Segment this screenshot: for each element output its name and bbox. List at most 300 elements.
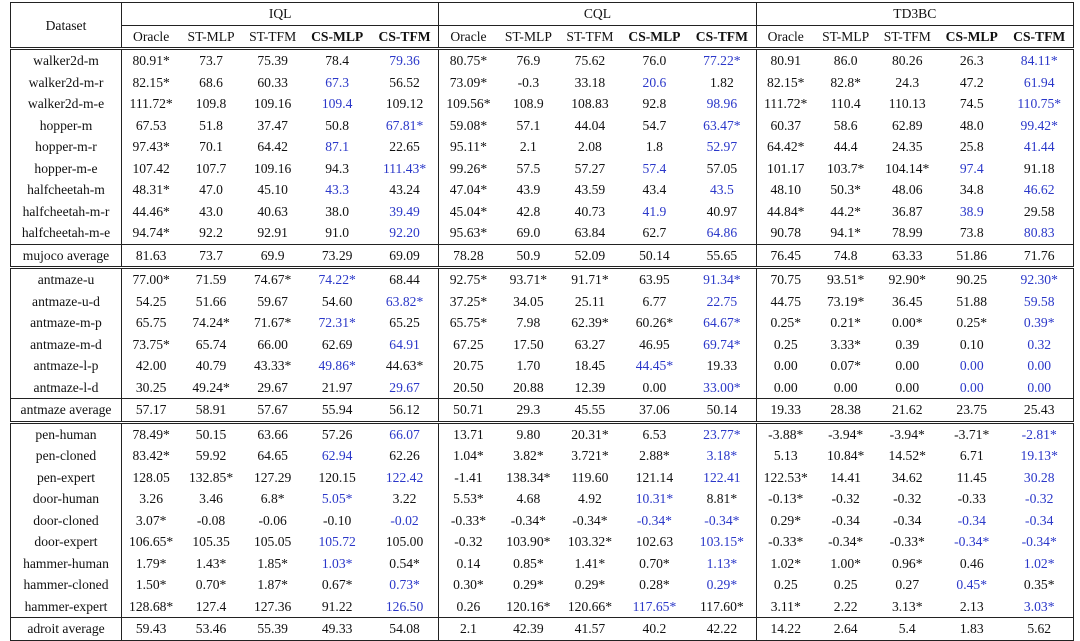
value-cell: 19.33 xyxy=(706,358,738,374)
value-cell: 56.52 xyxy=(389,74,420,90)
table-row xyxy=(11,179,1074,201)
value-cell: 60.37 xyxy=(756,115,815,137)
value-cell: 29.67 xyxy=(389,379,420,395)
method-header-cs-mlp: CS-MLP xyxy=(945,28,998,44)
value-cell: 57.26 xyxy=(303,422,370,445)
value-cell: 0.00 xyxy=(895,358,920,374)
value-cell: 93.71* xyxy=(498,268,560,291)
value-cell: 37.06 xyxy=(621,399,688,423)
value-cell: 72.31* xyxy=(318,315,356,331)
value-cell: 63.84 xyxy=(574,225,606,241)
value-cell: 34.8 xyxy=(959,182,984,198)
value-cell: 109.16 xyxy=(253,160,292,176)
table-row xyxy=(11,268,1074,291)
table-row xyxy=(11,467,1074,489)
value-cell: 18.45 xyxy=(574,358,606,374)
value-cell: 40.2 xyxy=(621,618,688,641)
value-cell: 64.67* xyxy=(703,315,741,331)
value-cell: 97.4 xyxy=(959,160,984,176)
dataset-name: walker2d-m-e xyxy=(27,96,105,112)
value-cell: -0.32 xyxy=(893,491,922,507)
dataset-name: mujoco average xyxy=(11,244,122,268)
dataset-name: door-human xyxy=(32,491,100,507)
value-cell: 13.71 xyxy=(439,422,498,445)
table-row xyxy=(11,136,1074,158)
dataset-name: antmaze-u xyxy=(11,268,122,291)
value-cell: 87.1 xyxy=(325,139,350,155)
value-cell: 17.50 xyxy=(513,336,544,352)
value-cell: 37.47 xyxy=(257,117,288,133)
dataset-name: hopper-m-e xyxy=(34,160,98,176)
value-cell: 21.97 xyxy=(321,379,353,395)
value-cell: 60.26* xyxy=(635,315,674,331)
value-cell: 111.72* xyxy=(122,93,181,115)
value-cell: 1.82 xyxy=(709,74,734,90)
value-cell: 92.91 xyxy=(257,225,288,241)
value-cell: 3.26 xyxy=(122,488,181,510)
value-cell: 75.39 xyxy=(242,49,304,72)
method-header-oracle: Oracle xyxy=(439,25,498,49)
value-cell: 80.91 xyxy=(756,49,815,72)
value-cell: 110.4 xyxy=(830,96,861,112)
value-cell: 78.99 xyxy=(891,225,923,241)
value-cell: 50.15 xyxy=(180,422,242,445)
method-header-st-mlp: ST-MLP xyxy=(187,28,235,44)
value-cell: 90.25 xyxy=(938,268,1005,291)
value-cell: 105.05 xyxy=(253,534,292,550)
value-cell: 50.14 xyxy=(688,399,756,423)
value-cell: 49.86* xyxy=(318,358,356,374)
value-cell: -0.32 xyxy=(439,531,498,553)
value-cell: 44.2* xyxy=(830,203,861,219)
value-cell: 57.4 xyxy=(642,160,667,176)
value-cell: 5.13 xyxy=(756,445,815,467)
value-cell: 0.21* xyxy=(830,315,861,331)
value-cell: 0.96* xyxy=(891,555,923,571)
value-cell: 0.27 xyxy=(895,577,920,593)
table-row xyxy=(11,422,1074,445)
value-cell: 0.85* xyxy=(513,555,544,571)
value-cell: 30.28 xyxy=(1023,469,1055,485)
value-cell: 2.13 xyxy=(959,598,984,614)
value-cell: 2.88* xyxy=(639,448,670,464)
value-cell: 82.15* xyxy=(122,72,181,94)
value-cell: 6.8* xyxy=(260,491,285,507)
value-cell: 29.58 xyxy=(1023,203,1055,219)
value-cell: 122.42 xyxy=(385,469,424,485)
value-cell: 65.74 xyxy=(195,336,227,352)
value-cell: 120.66* xyxy=(567,598,613,614)
value-cell: 78.4 xyxy=(303,49,370,72)
value-cell: 92.2 xyxy=(199,225,223,241)
value-cell: 76.0 xyxy=(621,49,688,72)
value-cell: 54.25 xyxy=(122,291,181,313)
value-cell: -0.34* xyxy=(636,512,672,528)
value-cell: -0.34* xyxy=(510,512,546,528)
value-cell: 73.7 xyxy=(180,244,242,268)
value-cell: 1.04* xyxy=(439,445,498,467)
value-cell: 49.24* xyxy=(192,379,230,395)
dataset-name: hammer-human xyxy=(23,555,109,571)
value-cell: 64.65 xyxy=(257,448,288,464)
value-cell: 25.11 xyxy=(574,293,605,309)
value-cell: 0.00 xyxy=(756,377,815,399)
results-body xyxy=(11,49,1074,641)
value-cell: 68.44 xyxy=(371,268,439,291)
value-cell: 22.75 xyxy=(706,293,738,309)
value-cell: 109.12 xyxy=(385,96,424,112)
value-cell: 48.10 xyxy=(756,179,815,201)
table-row xyxy=(11,201,1074,223)
value-cell: 127.36 xyxy=(253,598,292,614)
value-cell: 6.77 xyxy=(642,293,667,309)
value-cell: 48.0 xyxy=(959,117,984,133)
dataset-header: Dataset xyxy=(45,17,87,33)
value-cell: 59.92 xyxy=(195,448,227,464)
value-cell: 59.08* xyxy=(439,115,498,137)
value-cell: 77.00* xyxy=(122,268,181,291)
value-cell: 92.90* xyxy=(876,268,938,291)
value-cell: 0.29* xyxy=(513,577,544,593)
value-cell: 76.9 xyxy=(498,49,560,72)
value-cell: 117.65* xyxy=(632,598,677,614)
value-cell: 3.82* xyxy=(513,448,544,464)
table-row xyxy=(11,49,1074,72)
value-cell: 91.0 xyxy=(325,225,350,241)
value-cell: 41.44 xyxy=(1023,139,1055,155)
value-cell: 90.78 xyxy=(756,222,815,244)
value-cell: -0.34 xyxy=(1025,512,1054,528)
value-cell: -3.88* xyxy=(756,422,815,445)
average-row xyxy=(11,618,1074,641)
value-cell: 66.00 xyxy=(257,336,288,352)
method-header-oracle: Oracle xyxy=(756,25,815,49)
value-cell: 67.3 xyxy=(325,74,350,90)
value-cell: 81.63 xyxy=(122,244,181,268)
value-cell: 0.35* xyxy=(1023,577,1055,593)
value-cell: 1.03* xyxy=(321,555,353,571)
value-cell: 104.14* xyxy=(885,160,930,176)
value-cell: 43.24 xyxy=(389,182,420,198)
value-cell: 40.79 xyxy=(195,358,227,374)
value-cell: 1.02* xyxy=(1023,555,1055,571)
value-cell: 57.27 xyxy=(574,160,606,176)
value-cell: 20.31* xyxy=(559,422,621,445)
value-cell: 64.91 xyxy=(389,336,420,352)
value-cell: 0.25 xyxy=(756,334,815,356)
value-cell: 74.67* xyxy=(242,268,304,291)
value-cell: 3.721* xyxy=(571,448,609,464)
value-cell: 94.3 xyxy=(325,160,350,176)
value-cell: 105.35 xyxy=(192,534,230,550)
table-row xyxy=(11,334,1074,356)
value-cell: 110.75* xyxy=(1017,96,1062,112)
dataset-name: door-expert xyxy=(34,534,98,550)
value-cell: 73.75* xyxy=(122,334,181,356)
value-cell: 128.68* xyxy=(122,596,181,618)
value-cell: 47.0 xyxy=(199,182,223,198)
value-cell: 47.2 xyxy=(959,74,984,90)
value-cell: 22.65 xyxy=(389,139,420,155)
dataset-name: hammer-expert xyxy=(24,598,108,614)
value-cell: 109.8 xyxy=(195,96,227,112)
value-cell: 80.91* xyxy=(122,49,181,72)
value-cell: 2.1 xyxy=(439,618,498,641)
value-cell: 43.0 xyxy=(199,203,223,219)
value-cell: 44.75 xyxy=(756,291,815,313)
value-cell: 26.3 xyxy=(938,49,1005,72)
value-cell: 119.60 xyxy=(571,469,609,485)
value-cell: 38.9 xyxy=(959,203,984,219)
value-cell: 33.18 xyxy=(574,74,606,90)
value-cell: 73.19* xyxy=(826,293,865,309)
value-cell: 0.00 xyxy=(1027,358,1052,374)
value-cell: -0.34 xyxy=(893,512,922,528)
value-cell: 40.63 xyxy=(257,203,288,219)
value-cell: 1.8 xyxy=(645,139,663,155)
value-cell: 71.67* xyxy=(253,315,292,331)
dataset-name: hopper-m xyxy=(39,117,93,133)
value-cell: 1.02* xyxy=(756,553,815,575)
value-cell: -0.34 xyxy=(957,512,986,528)
value-cell: 98.96 xyxy=(706,96,738,112)
dataset-name: door-cloned xyxy=(33,512,99,528)
value-cell: -0.34* xyxy=(704,512,740,528)
value-cell: 86.0 xyxy=(815,49,877,72)
value-cell: 50.71 xyxy=(439,399,498,423)
value-cell: 91.18 xyxy=(1023,160,1055,176)
value-cell: 99.26* xyxy=(439,158,498,180)
value-cell: 46.95 xyxy=(639,336,670,352)
value-cell: 23.75 xyxy=(938,399,1005,423)
value-cell: 63.47* xyxy=(703,117,741,133)
value-cell: 74.8 xyxy=(815,244,877,268)
dataset-name: antmaze average xyxy=(11,399,122,423)
value-cell: 79.36 xyxy=(371,49,439,72)
value-cell: 1.70 xyxy=(516,358,541,374)
value-cell: 3.07* xyxy=(122,510,181,532)
value-cell: -0.33 xyxy=(957,491,986,507)
table-row xyxy=(11,596,1074,618)
value-cell: 54.7 xyxy=(642,117,667,133)
table-row xyxy=(11,72,1074,94)
value-cell: 82.15* xyxy=(756,72,815,94)
dataset-name: pen-expert xyxy=(36,469,96,485)
value-cell: 19.33 xyxy=(756,399,815,423)
value-cell: 138.34* xyxy=(506,469,551,485)
dataset-name: pen-cloned xyxy=(35,448,97,464)
value-cell: 67.81* xyxy=(385,117,424,133)
value-cell: 40.73 xyxy=(574,203,606,219)
value-cell: 91.22 xyxy=(321,598,353,614)
value-cell: 47.04* xyxy=(439,179,498,201)
value-cell: 59.58 xyxy=(1023,293,1055,309)
value-cell: -3.94* xyxy=(815,422,877,445)
value-cell: 0.29* xyxy=(706,577,738,593)
value-cell: 2.64 xyxy=(815,618,877,641)
value-cell: 1.13* xyxy=(706,555,738,571)
value-cell: 62.69 xyxy=(321,336,353,352)
value-cell: 54.08 xyxy=(371,618,439,641)
value-cell: 80.83 xyxy=(1023,225,1055,241)
value-cell: 0.00 xyxy=(756,355,815,377)
value-cell: 0.54* xyxy=(389,555,420,571)
value-cell: 42.8 xyxy=(516,203,541,219)
value-cell: 62.26 xyxy=(389,448,420,464)
value-cell: 62.7 xyxy=(642,225,667,241)
dataset-name: walker2d-m-r xyxy=(28,74,104,90)
value-cell: 94.1* xyxy=(830,225,861,241)
value-cell: 34.05 xyxy=(513,293,544,309)
value-cell: 14.41 xyxy=(830,469,861,485)
value-cell: 41.9 xyxy=(642,203,667,219)
value-cell: 60.33 xyxy=(257,74,288,90)
method-header-st-mlp: ST-MLP xyxy=(822,28,870,44)
value-cell: 44.45* xyxy=(635,358,674,374)
value-cell: 6.53 xyxy=(621,422,688,445)
value-cell: -0.13* xyxy=(756,488,815,510)
value-cell: -0.02 xyxy=(390,512,419,528)
value-cell: 44.84* xyxy=(756,201,815,223)
value-cell: 45.04* xyxy=(439,201,498,223)
value-cell: 121.14 xyxy=(635,469,674,485)
value-cell: -3.71* xyxy=(938,422,1005,445)
value-cell: 62.89 xyxy=(891,117,923,133)
value-cell: 127.29 xyxy=(253,469,292,485)
value-cell: 91.71* xyxy=(559,268,621,291)
value-cell: 110.13 xyxy=(888,96,926,112)
dataset-name: antmaze-u-d xyxy=(32,293,100,309)
value-cell: 1.83 xyxy=(938,618,1005,641)
value-cell: 120.15 xyxy=(318,469,356,485)
value-cell: 101.17 xyxy=(756,158,815,180)
value-cell: 108.9 xyxy=(513,96,544,112)
value-cell: 0.32 xyxy=(1027,336,1052,352)
value-cell: -0.33* xyxy=(889,534,925,550)
value-cell: 69.0 xyxy=(516,225,541,241)
value-cell: 36.87 xyxy=(891,203,923,219)
method-header-row xyxy=(11,25,1074,49)
value-cell: 92.30* xyxy=(1005,268,1073,291)
value-cell: 99.42* xyxy=(1020,117,1058,133)
dataset-name: pen-human xyxy=(11,422,122,445)
table-row xyxy=(11,553,1074,575)
value-cell: 67.53 xyxy=(122,115,181,137)
value-cell: 92.8 xyxy=(642,96,667,112)
value-cell: 9.80 xyxy=(498,422,560,445)
value-cell: 0.73* xyxy=(389,577,420,593)
value-cell: 24.35 xyxy=(891,139,923,155)
value-cell: 3.46 xyxy=(199,491,223,507)
value-cell: 106.65* xyxy=(122,531,181,553)
value-cell: 55.94 xyxy=(303,399,370,423)
value-cell: 58.91 xyxy=(180,399,242,423)
value-cell: 64.42* xyxy=(756,136,815,158)
value-cell: 12.39 xyxy=(574,379,606,395)
value-cell: 69.74* xyxy=(703,336,741,352)
value-cell: 14.22 xyxy=(756,618,815,641)
value-cell: 80.26 xyxy=(876,49,938,72)
value-cell: 75.62 xyxy=(559,49,621,72)
value-cell: 40.97 xyxy=(706,203,738,219)
value-cell: 0.30* xyxy=(439,574,498,596)
value-cell: 122.53* xyxy=(756,467,815,489)
value-cell: 111.43* xyxy=(382,160,427,176)
group-header-cql: CQL xyxy=(439,3,756,26)
value-cell: 111.72* xyxy=(756,93,815,115)
value-cell: 126.50 xyxy=(385,598,424,614)
value-cell: 55.39 xyxy=(242,618,304,641)
value-cell: 1.43* xyxy=(195,555,227,571)
method-header-cs-mlp: CS-MLP xyxy=(311,28,364,44)
value-cell: 23.77* xyxy=(688,422,756,445)
dataset-name: antmaze-m-d xyxy=(30,336,102,352)
group-header-td3bc: TD3BC xyxy=(756,3,1073,26)
value-cell: 94.74* xyxy=(122,222,181,244)
value-cell: 0.45* xyxy=(956,577,988,593)
value-cell: 24.3 xyxy=(895,74,920,90)
value-cell: 0.39 xyxy=(895,336,920,352)
table-row xyxy=(11,222,1074,244)
value-cell: 43.59 xyxy=(574,182,606,198)
value-cell: 2.08 xyxy=(578,139,602,155)
value-cell: 50.14 xyxy=(621,244,688,268)
value-cell: 29.3 xyxy=(498,399,560,423)
value-cell: 0.00 xyxy=(833,379,858,395)
value-cell: 3.22 xyxy=(392,491,417,507)
value-cell: 44.63* xyxy=(385,358,424,374)
value-cell: 1.87* xyxy=(257,577,288,593)
value-cell: 4.68 xyxy=(516,491,541,507)
value-cell: 41.57 xyxy=(559,618,621,641)
value-cell: 0.00 xyxy=(959,379,984,395)
value-cell: 0.28* xyxy=(639,577,670,593)
value-cell: 108.83 xyxy=(571,96,609,112)
value-cell: 44.4 xyxy=(833,139,858,155)
value-cell: 57.67 xyxy=(242,399,304,423)
value-cell: 103.32* xyxy=(567,534,613,550)
value-cell: 76.45 xyxy=(756,244,815,268)
value-cell: 73.09* xyxy=(439,72,498,94)
value-cell: 55.65 xyxy=(688,244,756,268)
value-cell: 91.34* xyxy=(688,268,756,291)
method-header-st-tfm: ST-TFM xyxy=(566,28,614,44)
dataset-name: hammer-cloned xyxy=(23,577,109,593)
value-cell: -0.33* xyxy=(756,531,815,553)
value-cell: 78.28 xyxy=(439,244,498,268)
dataset-name: walker2d-m xyxy=(11,49,122,72)
value-cell: 49.33 xyxy=(303,618,370,641)
value-cell: -3.94* xyxy=(876,422,938,445)
value-cell: 117.60* xyxy=(700,598,744,614)
value-cell: 128.05 xyxy=(122,467,181,489)
value-cell: 0.29* xyxy=(574,577,606,593)
value-cell: 11.45 xyxy=(956,469,987,485)
value-cell: 0.39* xyxy=(1023,315,1055,331)
value-cell: 0.00 xyxy=(642,379,667,395)
value-cell: -0.34* xyxy=(1021,534,1057,550)
method-header-cs-mlp: CS-MLP xyxy=(628,28,681,44)
value-cell: -1.41 xyxy=(439,467,498,489)
value-cell: 95.63* xyxy=(439,222,498,244)
value-cell: 93.51* xyxy=(815,268,877,291)
value-cell: 0.00* xyxy=(891,315,923,331)
value-cell: 48.31* xyxy=(122,179,181,201)
value-cell: 62.94 xyxy=(321,448,353,464)
value-cell: 1.85* xyxy=(257,555,288,571)
value-cell: 122.41 xyxy=(703,469,741,485)
method-header-oracle: Oracle xyxy=(122,25,181,49)
